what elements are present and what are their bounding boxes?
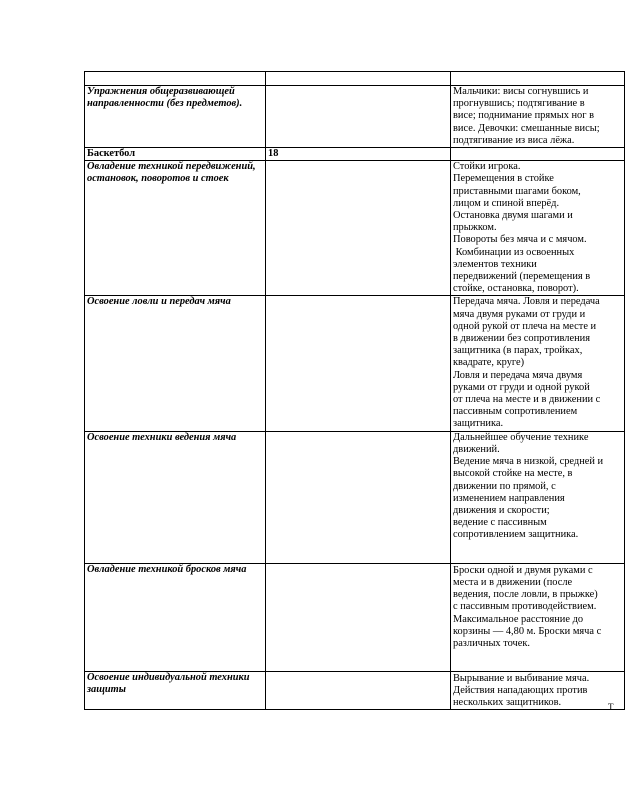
topic-cell: Упражнения общеразвивающей направленности (без предметов). <box>85 86 266 148</box>
content-line: Вырывание и выбивание мяча. <box>453 672 590 684</box>
hours-cell <box>266 671 451 710</box>
content-line: Стойки игрока. <box>453 161 521 173</box>
topic-cell: Овладение техникой бросков мяча <box>85 563 266 671</box>
content-line: движения и скорости; <box>453 504 550 516</box>
table-row <box>85 161 625 296</box>
topic-cell: Освоение индивидуальной техники защиты <box>85 671 266 710</box>
section-title-cell: Баскетбол <box>85 148 266 161</box>
content-line: движении по прямой, с <box>453 480 556 492</box>
content-line: пассивным сопротивлением <box>453 406 578 418</box>
content-line: Комбинации из освоенных <box>453 246 575 258</box>
content-line: движений. <box>453 443 500 455</box>
table-row <box>85 671 625 710</box>
content-cell <box>451 161 625 296</box>
content-cell <box>451 431 625 563</box>
content-line: высокой стойке на месте, в <box>453 468 573 480</box>
content-line: корзины — 4,80 м. Броски мяча с <box>453 625 602 637</box>
content-cell <box>451 671 625 710</box>
content-line: прогнувшись; подтягивание в <box>453 98 585 110</box>
content-line: нескольких защитников. <box>453 697 562 709</box>
hours-cell <box>266 86 451 148</box>
content-line: Перемещения в стойке <box>453 173 554 185</box>
content-line: Повороты без мяча и с мячом. <box>453 234 587 246</box>
content-line: висе. Девочки: смешанные висы; <box>453 122 600 134</box>
content-line: Ловля и передача мяча двумя <box>453 369 583 381</box>
content-line: приставными шагами боком, <box>453 185 581 197</box>
section-row <box>85 148 625 161</box>
hours-cell <box>266 431 451 563</box>
content-line: места и в движении (после <box>453 576 573 588</box>
content-line: руками от груди и одной рукой <box>453 381 590 393</box>
content-line: изменением направления <box>453 492 565 504</box>
content-cell <box>451 86 625 148</box>
content-line: Остановка двумя шагами и <box>453 210 573 222</box>
table-row <box>85 431 625 563</box>
content-line: Броски одной и двумя руками с <box>453 564 593 576</box>
content-line: Действия нападающих против <box>453 684 588 696</box>
content-line: передвижений (перемещения в <box>453 271 591 283</box>
content-line: висе; поднимание прямых ног в <box>453 110 595 122</box>
content-cell <box>451 563 625 671</box>
content-line: защитника. <box>453 418 504 430</box>
content-line: от плеча на месте и в движении с <box>453 394 601 406</box>
hours-cell <box>266 161 451 296</box>
content-line: защитника (в парах, тройках, <box>453 345 583 357</box>
content-line: в движении без сопротивления <box>453 333 590 345</box>
content-line: Ведение мяча в низкой, средней и <box>453 456 604 468</box>
content-cell <box>451 148 625 161</box>
content-line: одной рукой от плеча на месте и <box>453 320 597 332</box>
content-line: Мальчики: висы согнувшись и <box>453 86 589 97</box>
hours-cell <box>266 563 451 671</box>
content-line: ведение с пассивным <box>453 517 547 529</box>
content-line: различных точек. <box>453 637 531 649</box>
header-cell-hours <box>266 72 451 86</box>
content-line: сопротивлением защитника. <box>453 529 579 541</box>
content-line: стойке, остановка, поворот). <box>453 283 579 295</box>
content-line: лицом и спиной вперёд. <box>453 197 560 209</box>
topic-cell: Освоение ловли и передач мяча <box>85 296 266 431</box>
content-line: Максимальное расстояние до <box>453 613 584 625</box>
content-line: мяча двумя руками от груди и <box>453 308 586 320</box>
content-line: элементов техники <box>453 258 537 270</box>
table-row <box>85 86 625 148</box>
curriculum-table <box>84 71 625 710</box>
content-line: прыжком. <box>453 222 497 234</box>
content-line: ведения, после ловли, в прыжке) <box>453 589 598 601</box>
hours-cell <box>266 296 451 431</box>
edge-mark: Т <box>608 702 614 712</box>
header-cell-content <box>451 72 625 86</box>
content-line: Передача мяча. Ловля и передача <box>453 296 600 308</box>
content-line: подтягивание из виса лёжа. <box>453 134 575 146</box>
topic-cell: Овладение техникой передвижений, остановок, поворотов и стоек <box>85 161 266 296</box>
table-header-row <box>85 72 625 86</box>
header-cell-topic <box>85 72 266 86</box>
topic-cell: Освоение техники ведения мяча <box>85 431 266 563</box>
content-line: квадрате, круге) <box>453 357 525 369</box>
table-row <box>85 296 625 431</box>
content-cell <box>451 296 625 431</box>
content-line: Дальнейшее обучение технике <box>453 431 589 443</box>
hours-cell: 18 <box>266 148 451 161</box>
table-row <box>85 563 625 671</box>
content-line: с пассивным противодействием. <box>453 601 597 613</box>
